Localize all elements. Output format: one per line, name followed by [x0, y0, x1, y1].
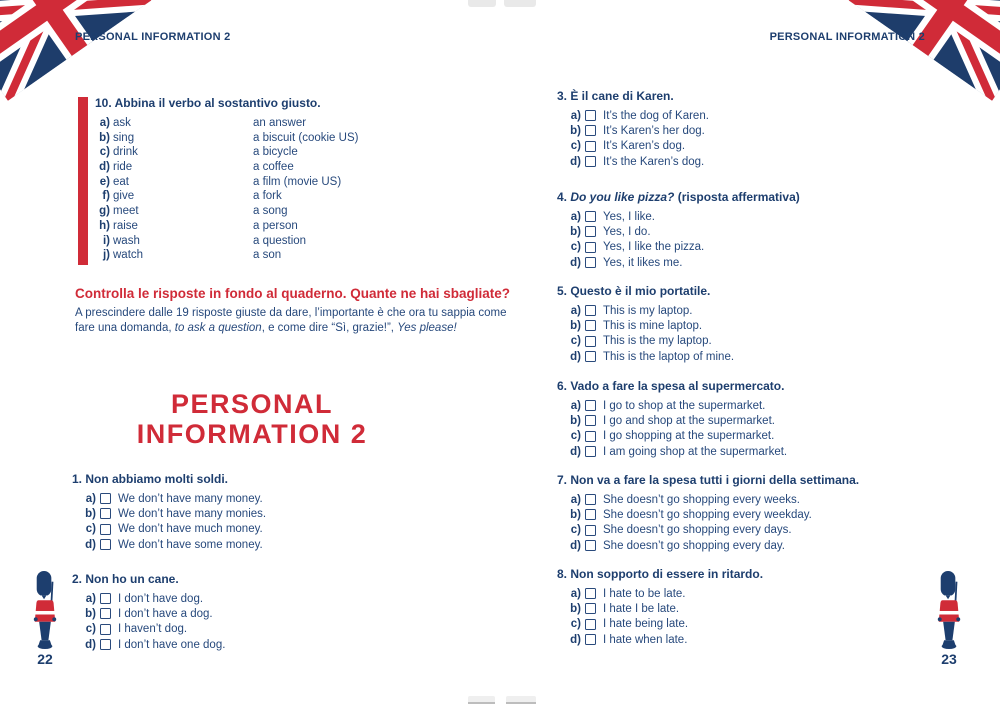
option-text: It’s the dog of Karen.: [603, 109, 709, 122]
option-text: I go and shop at the supermarket.: [603, 414, 775, 427]
pair-verb: drink: [113, 146, 138, 159]
option-text: I don’t have one dog.: [118, 638, 226, 651]
note-text: A prescindere dalle 19 risposte giuste da dare, l’importante è che ora tu sappia come fare una domanda,: [75, 307, 507, 334]
exercise-title: [557, 189, 997, 205]
option-letter: a): [570, 399, 581, 412]
options-list: [72, 491, 512, 552]
pair-verb: sing: [113, 131, 135, 144]
option-text: This is the my laptop.: [603, 335, 712, 348]
option-letter: d): [570, 633, 581, 646]
answer-checkbox[interactable]: [585, 320, 596, 331]
option-text: She doesn’t go shopping every days.: [603, 524, 792, 537]
option-letter: c): [570, 335, 581, 348]
option-text: We don’t have much money.: [118, 523, 263, 536]
pair-noun: a coffee: [253, 161, 294, 174]
option-letter: c): [570, 618, 581, 631]
exercise-title: 8. Non sopporto di essere in ritardo.: [557, 567, 764, 581]
option-text: This is the laptop of mine.: [603, 350, 735, 363]
option-text: It’s Karen’s dog.: [603, 140, 686, 153]
option-letter: a): [570, 109, 581, 122]
pair-noun: a question: [253, 234, 307, 247]
pair-noun: an answer: [253, 117, 307, 129]
pair-letter: i): [102, 234, 110, 247]
answer-option-row: [557, 303, 997, 318]
option-text: I hate to be late.: [603, 587, 686, 600]
answer-option-row: [557, 255, 997, 270]
answer-option-row: [72, 537, 512, 552]
options-list: [557, 108, 997, 169]
option-text: Yes, I like.: [603, 210, 655, 223]
option-text: It’s the Karen’s dog.: [603, 155, 705, 168]
answer-checkbox[interactable]: [585, 415, 596, 426]
exercise-3: [557, 88, 997, 169]
running-header-left: PERSONAL INFORMATION 2: [75, 31, 231, 43]
option-letter: c): [85, 623, 96, 636]
answer-checkbox[interactable]: [100, 508, 111, 519]
answer-option-row: [557, 318, 997, 333]
answer-checkbox[interactable]: [585, 336, 596, 347]
answer-checkbox[interactable]: [585, 525, 596, 536]
answer-option-row: [557, 523, 997, 538]
option-letter: b): [570, 508, 581, 521]
pair-verb: raise: [113, 219, 138, 232]
exercise-title-italic: Do you like pizza?: [570, 190, 675, 204]
pair-letter: g): [99, 205, 110, 218]
options-list: [72, 591, 512, 652]
page-clip-mark-icon: [504, 0, 536, 7]
answer-option-row: [557, 538, 997, 553]
answer-option-row: [557, 123, 997, 138]
option-letter: a): [570, 210, 581, 223]
option-text: I haven’t dog.: [118, 623, 188, 636]
answer-checkbox[interactable]: [585, 603, 596, 614]
option-letter: b): [570, 602, 581, 615]
option-letter: b): [85, 607, 96, 620]
answer-option-row: [557, 398, 997, 413]
queens-guard-figure: [26, 570, 64, 650]
pair-verb: give: [113, 190, 135, 203]
match-pair-row: [95, 249, 508, 264]
option-letter: c): [570, 140, 581, 153]
pair-verb: meet: [113, 205, 139, 218]
answer-checkbox[interactable]: [585, 141, 596, 152]
exercise-6: [557, 378, 997, 459]
pair-noun: a film (movie US): [253, 175, 342, 188]
exercise-2: [72, 571, 512, 652]
answer-checkbox[interactable]: [100, 593, 111, 604]
answer-option-row: [72, 637, 512, 652]
pair-verb: wash: [113, 234, 140, 247]
options-list: [557, 303, 997, 364]
answer-checkbox[interactable]: [585, 351, 596, 362]
match-pair-row: [95, 132, 508, 147]
answer-checkbox[interactable]: [100, 639, 111, 650]
answer-checkbox[interactable]: [585, 588, 596, 599]
pair-letter: f): [102, 190, 110, 203]
page-number: 23: [941, 651, 957, 667]
section-title: [57, 390, 447, 449]
answer-checkbox[interactable]: [585, 257, 596, 268]
option-text: She doesn’t go shopping every day.: [603, 539, 785, 552]
answer-option-row: [557, 154, 997, 169]
match-pair-row: [95, 205, 508, 220]
page-clip-mark-icon: [468, 0, 496, 7]
option-text: We don’t have many money.: [118, 492, 263, 505]
exercise-title: 5. Questo è il mio portatile.: [557, 284, 711, 298]
match-pair-row: [95, 117, 508, 132]
answer-option-row: [557, 139, 997, 154]
answer-checkbox[interactable]: [100, 624, 111, 635]
option-letter: d): [570, 155, 581, 168]
pair-verb: watch: [113, 249, 144, 262]
exercise-title-suffix: (risposta affermativa): [674, 190, 800, 204]
option-text: This is mine laptop.: [603, 319, 703, 332]
option-text: We don’t have some money.: [118, 538, 263, 551]
pair-noun: a fork: [253, 190, 282, 203]
option-text: Yes, I like the pizza.: [603, 241, 705, 254]
match-pair-row: [95, 146, 508, 161]
option-letter: d): [570, 256, 581, 269]
queens-guard-figure: [930, 570, 968, 650]
note-paragraph: [75, 306, 507, 336]
option-letter: d): [85, 538, 96, 551]
answer-checkbox[interactable]: [585, 226, 596, 237]
option-text: Yes, it likes me.: [603, 256, 683, 269]
answer-option-row: [557, 492, 997, 507]
pair-letter: d): [99, 161, 110, 174]
option-text: I hate I be late.: [603, 602, 680, 615]
pair-verb: ride: [113, 161, 133, 174]
match-pairs-list: [95, 117, 508, 264]
option-letter: a): [570, 587, 581, 600]
pair-noun: a biscuit (cookie US): [253, 131, 359, 144]
options-list: [557, 492, 997, 553]
pair-letter: c): [99, 146, 110, 159]
match-pair-row: [95, 235, 508, 250]
answer-option-row: [72, 491, 512, 506]
running-header-right: PERSONAL INFORMATION 2: [769, 31, 925, 43]
pair-letter: a): [99, 117, 110, 129]
option-text: I don’t have a dog.: [118, 607, 213, 620]
exercise-title: 7. Non va a fare la spesa tutti i giorni della settimana.: [557, 473, 860, 487]
option-letter: a): [570, 493, 581, 506]
match-pair-row: [95, 176, 508, 191]
answer-checkbox[interactable]: [100, 539, 111, 550]
page-clip-mark-icon: [506, 696, 536, 704]
option-letter: a): [85, 492, 96, 505]
exercise-title: 3. È il cane di Karen.: [557, 89, 674, 103]
options-list: [557, 398, 997, 459]
pair-verb: eat: [113, 175, 129, 188]
exercise-4: [557, 189, 997, 270]
match-pair-row: [95, 161, 508, 176]
option-letter: b): [570, 319, 581, 332]
option-text: This is my laptop.: [603, 304, 693, 317]
option-text: It’s Karen’s her dog.: [603, 124, 705, 137]
exercise-title: 1. Non abbiamo molti soldi.: [72, 472, 229, 486]
answer-option-row: [72, 591, 512, 606]
union-jack-corner-icon: [0, 0, 158, 108]
option-letter: b): [85, 507, 96, 520]
option-text: I go shopping at the supermarket.: [603, 430, 775, 443]
section-title-line2: INFORMATION: [136, 418, 342, 449]
option-text: We don’t have many monies.: [118, 507, 267, 520]
answer-option-row: [557, 444, 997, 459]
option-text: She doesn’t go shopping every weekday.: [603, 508, 812, 521]
option-text: I hate being late.: [603, 618, 689, 631]
answer-checkbox[interactable]: [585, 211, 596, 222]
answer-option-row: [72, 506, 512, 521]
option-text: Yes, I do.: [603, 225, 651, 238]
match-pair-row: [95, 190, 508, 205]
option-letter: c): [570, 524, 581, 537]
answer-checkbox[interactable]: [585, 431, 596, 442]
option-letter: a): [85, 592, 96, 605]
pair-letter: j): [102, 249, 110, 262]
answer-option-row: [557, 240, 997, 255]
option-letter: d): [570, 445, 581, 458]
option-letter: a): [570, 304, 581, 317]
answer-checkbox[interactable]: [585, 125, 596, 136]
answer-checkbox[interactable]: [100, 524, 111, 535]
answer-checkbox[interactable]: [585, 400, 596, 411]
check-answers-heading: Controlla le risposte in fondo al quaderno. Quante ne hai sbagliate?: [75, 286, 511, 301]
exercise-10-matching: [78, 96, 508, 264]
answer-checkbox[interactable]: [585, 540, 596, 551]
exercise-title: 2. Non ho un cane.: [72, 572, 179, 586]
note-text: , e come dire “Sì, grazie!”,: [261, 322, 398, 334]
answer-checkbox[interactable]: [585, 305, 596, 316]
answer-option-row: [557, 429, 997, 444]
option-letter: c): [85, 523, 96, 536]
answer-option-row: [557, 209, 997, 224]
pair-letter: b): [99, 131, 110, 144]
answer-checkbox[interactable]: [585, 509, 596, 520]
option-letter: b): [570, 225, 581, 238]
option-letter: d): [570, 350, 581, 363]
exercise-1: [72, 471, 512, 552]
answer-option-row: [72, 622, 512, 637]
exercise-7: [557, 472, 997, 553]
pair-letter: h): [99, 219, 110, 232]
pair-verb: ask: [113, 117, 131, 129]
answer-checkbox[interactable]: [585, 156, 596, 167]
answer-option-row: [72, 522, 512, 537]
answer-checkbox[interactable]: [585, 242, 596, 253]
answer-checkbox[interactable]: [585, 619, 596, 630]
pair-noun: a person: [253, 219, 298, 232]
option-letter: c): [570, 241, 581, 254]
answer-option-row: [557, 224, 997, 239]
option-letter: b): [570, 414, 581, 427]
note-italic-text: to ask a question: [174, 322, 262, 334]
page-clip-mark-icon: [468, 696, 495, 704]
pair-noun: a song: [253, 205, 288, 218]
answer-option-row: [557, 334, 997, 349]
note-italic-text: Yes please!: [397, 322, 457, 334]
option-letter: d): [570, 539, 581, 552]
queens-guard-icon: [927, 570, 971, 667]
answer-option-row: [557, 413, 997, 428]
answer-checkbox[interactable]: [585, 110, 596, 121]
red-accent-bar: [78, 97, 88, 265]
pair-letter: e): [99, 175, 110, 188]
answer-checkbox[interactable]: [585, 634, 596, 645]
answer-option-row: [72, 606, 512, 621]
match-pair-row: [95, 220, 508, 235]
exercise-title-prefix: 4.: [557, 190, 571, 204]
section-title-line1: PERSONAL: [170, 389, 334, 419]
answer-checkbox[interactable]: [100, 608, 111, 619]
options-list: [557, 209, 997, 270]
exercise-title: 10. Abbina il verbo al sostantivo giusto.: [95, 96, 321, 110]
option-text: I am going shop at the supermarket.: [603, 445, 788, 458]
pair-noun: a son: [253, 249, 282, 262]
exercise-title: 6. Vado a fare la spesa al supermercato.: [557, 379, 785, 393]
pair-noun: a bicycle: [253, 146, 298, 159]
answer-option-row: [557, 108, 997, 123]
option-text: I go to shop at the supermarket.: [603, 399, 766, 412]
option-text: She doesn’t go shopping every weeks.: [603, 493, 800, 506]
page-number: 22: [37, 651, 53, 667]
answer-checkbox[interactable]: [585, 446, 596, 457]
exercise-5: [557, 283, 997, 364]
answer-option-row: [557, 349, 997, 364]
answer-checkbox[interactable]: [100, 493, 111, 504]
section-title-number: 2: [350, 418, 368, 449]
answer-checkbox[interactable]: [585, 494, 596, 505]
option-text: I don’t have dog.: [118, 592, 204, 605]
answer-option-row: [557, 507, 997, 522]
option-text: I hate when late.: [603, 633, 688, 646]
option-letter: b): [570, 124, 581, 137]
option-letter: d): [85, 638, 96, 651]
option-letter: c): [570, 430, 581, 443]
queens-guard-icon: [23, 570, 67, 667]
